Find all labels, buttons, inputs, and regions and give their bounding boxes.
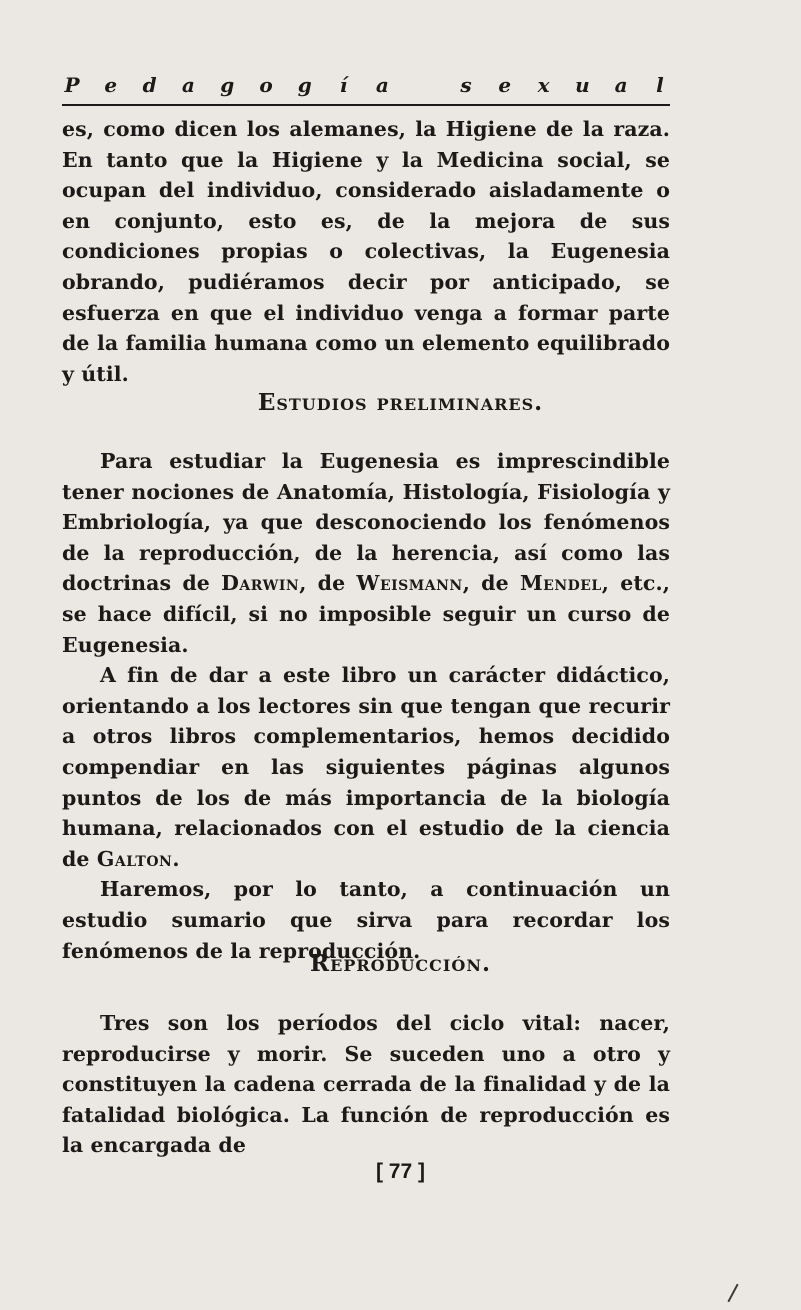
running-title-letter: í — [339, 73, 348, 97]
running-title-letter: d — [142, 73, 157, 97]
paragraph-text: Para estudiar la Eugenesia es imprescindible tener nociones de Anatomía, Histología, Fisiología y Embriología, ya que desconociendo los fenómenos de la reproducción, de la herencia, así como las doctrinas de — [62, 449, 670, 596]
running-head — [62, 70, 670, 106]
running-title-letter: g — [220, 73, 235, 97]
running-title-letter: g — [297, 73, 312, 97]
paragraph-text: A fin de dar a este libro un carácter didáctico, orientando a los lectores sin que tengan que recurir a otros libros complementarios, hemos decidido compendiar en las siguientes páginas algunos puntos de los de más importancia de la biología humana, relacionados con el estudio de la ciencia de — [62, 663, 670, 871]
section-estudios-paragraph-2 — [62, 660, 670, 874]
section-heading-reproduccion: Reproducción. — [310, 950, 491, 977]
running-title-letter: a — [181, 73, 195, 97]
section-estudios-paragraph-3: Haremos, por lo tanto, a continuación un estudio sumario que sirva para recordar los fenómenos de la reproducción. — [62, 877, 670, 963]
paragraph-text: , de — [299, 571, 357, 596]
running-title-letter: x — [537, 73, 550, 97]
running-title-letter: e — [104, 73, 118, 97]
author-name-darwin: Darwin — [221, 571, 300, 596]
section-reproduccion-body — [62, 1008, 670, 1161]
paragraph-text: , de — [462, 571, 520, 596]
running-title — [62, 70, 670, 100]
author-name-mendel: Mendel — [519, 571, 602, 596]
running-title-letter: e — [498, 73, 512, 97]
running-title-letter: o — [259, 73, 273, 97]
section-estudios-body — [62, 446, 670, 966]
paragraph-text: . — [172, 846, 180, 871]
paragraph-text: , etc., se hace difícil, si no imposible seguir un curso de Eugenesia. — [62, 571, 670, 657]
section-heading-estudios: Estudios preliminares. — [257, 389, 544, 416]
author-name-weismann: Weismann — [356, 571, 463, 596]
running-title-letter: a — [375, 73, 389, 97]
running-title-letter: u — [575, 73, 590, 97]
section-estudios-paragraph-1 — [62, 446, 670, 660]
running-title-letter: a — [614, 73, 628, 97]
running-title-letter: s — [460, 73, 472, 97]
pencil-mark — [727, 1284, 738, 1303]
running-title-letter: P — [64, 73, 80, 97]
intro-paragraph — [62, 114, 670, 389]
intro-paragraph-text: es, como dicen los alemanes, la Higiene de la raza. En tanto que la Higiene y la Medicina social, se ocupan del individuo, considerado aisladamente o en conjunto, esto es, de la mejora de sus condiciones propias o colectivas, la Eugenesia obrando, pudiéramos decir por anticipado, se esfuerza en que el individuo venga a formar parte de la familia humana como un elemento equilibrado y útil. — [62, 117, 670, 386]
section-reproduccion-paragraph-1: Tres son los períodos del ciclo vital: nacer, reproducirse y morir. Se suceden uno a otro y constituyen la cadena cerrada de la finalidad y de la fatalidad biológica. La función de reproducción es la encargada de — [62, 1011, 670, 1158]
running-title-letter: l — [656, 73, 664, 97]
author-name-galton: Galton — [96, 846, 173, 871]
page-number: [ 77 ] — [375, 1160, 425, 1183]
